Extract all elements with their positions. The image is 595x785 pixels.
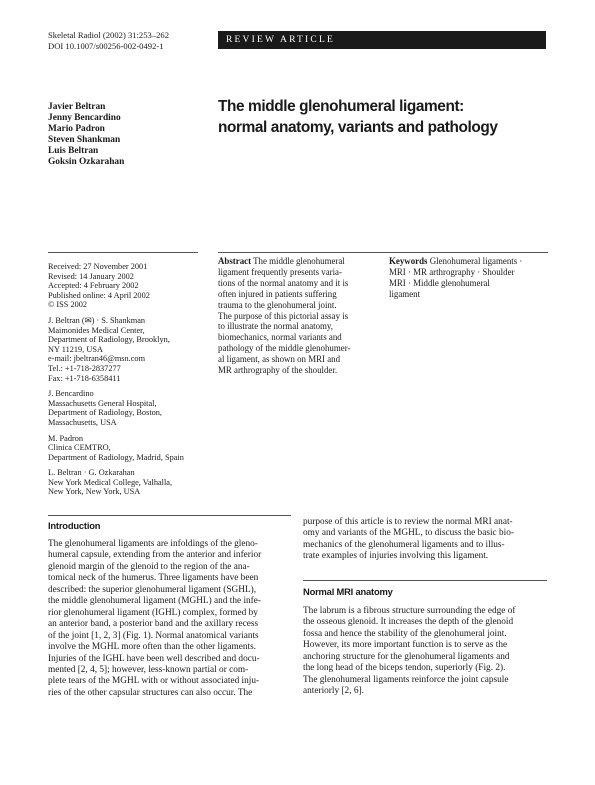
author-list (48, 102, 124, 169)
affiliation-line: Maimonides Medical Center, (48, 325, 145, 335)
text-line: The labrum is a fibrous structure surrounding the edge of (303, 606, 516, 616)
text-line: The glenohumeral ligaments are infoldings of the gleno- (48, 539, 258, 549)
abstract-line: The purpose of this pictorial assay is (218, 310, 349, 321)
text-line: ries of the other capsular structures can also occur. The (48, 687, 253, 698)
journal-citation: Skeletal Radiol (2002) 31:253–262 (48, 30, 170, 40)
date-revised: Revised: 14 January 2002 (48, 271, 134, 281)
text-line: omy and variants of the MGHL, to discuss the basic bio- (303, 528, 514, 539)
author: Luis Beltran (48, 146, 99, 157)
text-line: involve the MGHL more often than the other ligaments. (48, 642, 257, 653)
affiliation (48, 389, 216, 427)
abstract-line: biomechanics, normal variants and (218, 332, 342, 343)
abstract-first-line (218, 256, 378, 267)
date-accepted: Accepted: 4 February 2002 (48, 281, 139, 291)
article-title (218, 96, 548, 138)
affiliation-line: New York, New York, USA (48, 487, 141, 497)
affiliation-line: J. Bencardino (48, 389, 94, 399)
divider (48, 515, 291, 516)
affiliation-line: Department of Radiology, Madrid, Spain (48, 452, 184, 462)
text-line: mechanics of the glenohumeral ligaments and to illus- (303, 539, 505, 550)
affiliation-line: Massachusetts, USA (48, 417, 117, 427)
keywords-line: MRI · Middle glenohumeral (389, 277, 490, 288)
text-line: glenoid margin of the glenoid to the region of the ana- (48, 561, 250, 572)
abstract-line: MR arthrography of the shoulder. (218, 365, 338, 376)
article-type-banner: REVIEW ARTICLE (218, 31, 546, 49)
keywords-first-line (389, 256, 551, 267)
text-line: humeral capsule, extending from the anterior and inferior (48, 550, 262, 561)
abstract-line: ligament frequently presents varia- (218, 266, 342, 277)
affiliation-line: NY 11219, USA (48, 344, 103, 354)
abstract (218, 256, 378, 376)
abstract-line: pathology of the middle glenohumer- (218, 343, 351, 354)
text-line: fossa and hence the stability of the glenohumeral joint. (303, 628, 507, 639)
text-line: an anterior band, a posterior band and the axillary recess (48, 619, 259, 630)
text-line: purpose of this article is to review the normal MRI anat- (303, 517, 513, 527)
keywords-line: ligament (389, 288, 421, 299)
title-line: The middle glenohumeral ligament: (218, 98, 464, 115)
text-line: Injuries of the IGHL have been well described and docu- (48, 653, 260, 664)
affiliation-line: J. Beltran (✉) · S. Shankman (48, 315, 146, 325)
normal-anatomy-paragraph (303, 606, 547, 698)
abstract-label: Abstract (218, 256, 252, 266)
author: Javier Beltran (48, 102, 106, 112)
affiliation-line: Department of Radiology, Brooklyn, (48, 335, 170, 345)
intro-paragraph (48, 539, 291, 699)
divider (48, 252, 198, 253)
affiliation (48, 316, 216, 383)
text-line: described: the superior glenohumeral ligament (SGHL), (48, 584, 257, 595)
section-heading-introduction: Introduction (48, 520, 101, 531)
affiliation-line: New York Medical College, Valhalla, (48, 477, 173, 487)
abstract-line: al ligament, as shown on MRI and (218, 354, 341, 365)
abstract-line: tions of the normal anatomy and it is (218, 277, 349, 288)
text-line: the osseous glenoid. It increases the depth of the glenoid (303, 617, 514, 628)
date-published: Published online: 4 April 2002 (48, 290, 150, 300)
divider (303, 580, 547, 581)
intro-continuation (303, 517, 547, 563)
text-line: anchoring structure for the glenohumeral ligaments and (303, 651, 510, 662)
abstract-line: to illustrate the normal anatomy, (218, 321, 334, 332)
keywords-line: MRI · MR arthrography · Shoulder (389, 266, 515, 277)
copyright: © ISS 2002 (48, 300, 88, 310)
author: Mario Padron (48, 124, 105, 135)
text-line: of the joint [1, 2, 3] (Fig. 1). Normal anatomical variants (48, 630, 259, 641)
affiliation (48, 434, 216, 463)
author: Jenny Bencardino (48, 113, 121, 124)
fax: Fax: +1-718-6358411 (48, 373, 121, 383)
text-line: anteriorly [2, 6]. (303, 686, 364, 697)
journal-header (48, 30, 169, 51)
affiliation-line: L. Beltran · G. Ozkarahan (48, 468, 135, 478)
section-heading-normal-mri-anatomy: Normal MRI anatomy (303, 586, 393, 597)
text-line: mented [2, 4, 5]; however, less-known partial or com- (48, 664, 249, 675)
dates-block (48, 262, 216, 310)
email: e-mail: jbeltran46@msn.com (48, 354, 146, 364)
abstract-line: trauma to the glenohumeral joint. (218, 299, 337, 310)
keywords-line: Glenohumeral ligaments · (429, 256, 523, 266)
text-line: plete tears of the MGHL with or without associated inju- (48, 676, 260, 687)
divider (218, 252, 548, 253)
phone: Tel.: +1-718-2837277 (48, 363, 121, 373)
text-line: rior glenohumeral ligament (IGHL) complex, formed by (48, 607, 258, 618)
author: Steven Shankman (48, 135, 121, 146)
abstract-line: often injured in patients suffering (218, 288, 337, 299)
author: Goksin Ozkarahan (48, 157, 125, 168)
date-received: Received: 27 November 2001 (48, 262, 148, 271)
text-line: However, its more important function is to serve as the (303, 640, 508, 651)
title-line: normal anatomy, variants and pathology (218, 119, 498, 136)
keywords-label: Keywords (389, 256, 428, 266)
affiliation-line: Massachusetts General Hospital, (48, 398, 157, 408)
affiliation-line: Department of Radiology, Boston, (48, 408, 162, 418)
affiliation-line: Clinica CEMTRO, (48, 443, 111, 453)
text-line: trate examples of injuries involving this ligament. (303, 551, 489, 562)
text-line: the long head of the biceps tendon, superiorly (Fig. 2). (303, 663, 506, 674)
keywords (389, 256, 551, 300)
doi: DOI 10.1007/s00256-002-0492-1 (48, 40, 164, 51)
text-line: tomical neck of the humerus. Three ligaments have been (48, 573, 259, 584)
text-line: The glenohumeral ligaments reinforce the joint capsule (303, 674, 509, 685)
affiliation-line: M. Padron (48, 433, 84, 443)
affiliation (48, 468, 216, 497)
article-info (48, 262, 216, 503)
abstract-line: The middle glenohumeral (253, 256, 345, 266)
text-line: the middle glenohumeral ligament (MGHL) and the infe- (48, 596, 261, 607)
